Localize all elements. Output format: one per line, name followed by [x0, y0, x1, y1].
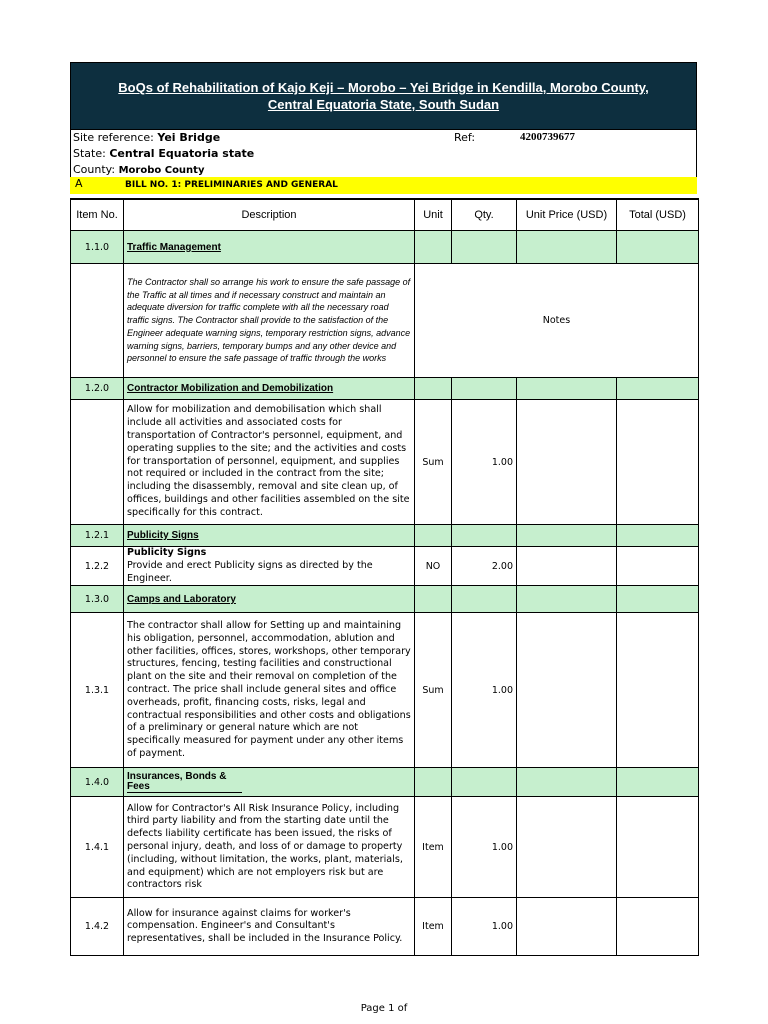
document-title-banner [70, 62, 697, 130]
item-unit: NO [415, 547, 452, 586]
table-row [71, 378, 699, 400]
item-description: Allow for insurance against claims for worker's compensation. Engineer's and Consultant's representatives, shall be included in the Insurance Policy. [124, 898, 415, 956]
item-unit: Sum [415, 400, 452, 525]
item-qty: 1.00 [452, 898, 517, 956]
section-title: Traffic Management [124, 231, 415, 264]
info-border-left [70, 130, 71, 177]
boq-table [70, 198, 699, 956]
state-value: Central Equatoria state [109, 147, 255, 160]
item-number: 1.4.0 [71, 768, 124, 797]
item-unit: Item [415, 797, 452, 898]
header-unit: Unit [415, 199, 452, 231]
bill-header-bar [70, 177, 697, 194]
item-qty: 1.00 [452, 400, 517, 525]
item-number: 1.1.0 [71, 231, 124, 264]
table-row [71, 768, 699, 797]
table-row [71, 231, 699, 264]
table-row [71, 797, 699, 898]
item-description: The Contractor shall so arrange his work to ensure the safe passage of the Traffic at all times and if necessary construct and maintain an adequate diversion for traffic complete with all the necessary road traffic signs. The Contractor shall provide to the satisfaction of the Engineer adequate warning signs, temporary restriction signs, advance warning signs, barriers, temporary bumps and any other device and personnel to ensure the safe passage of traffic through the works [124, 264, 415, 378]
item-subheading: Publicity Signs [127, 547, 207, 558]
item-description: Allow for Contractor's All Risk Insurance Policy, including third party liability and from the starting date until the defects liability certificate has been issued, the risks of personal injury, death, and loss of or damage to property (including, without limitation, the works, plant, materials, and equipment) which are not employers risk but are contractors risk [124, 797, 415, 898]
notes-cell: Notes [415, 264, 699, 378]
section-title: Publicity Signs [124, 525, 415, 547]
item-number: 1.4.2 [71, 898, 124, 956]
section-title: Contractor Mobilization and Demobilization [124, 378, 415, 400]
site-reference-value: Yei Bridge [157, 131, 221, 144]
item-unit: Item [415, 898, 452, 956]
state-label: State: [73, 147, 106, 160]
item-qty: 2.00 [452, 547, 517, 586]
table-row [71, 400, 699, 525]
item-qty: 1.00 [452, 797, 517, 898]
table-header-row [71, 199, 699, 231]
county-label: County: [73, 163, 116, 176]
ref-value: 4200739677 [520, 131, 575, 143]
header-qty: Qty. [452, 199, 517, 231]
item-number: 1.3.1 [71, 613, 124, 768]
item-qty: 1.00 [452, 613, 517, 768]
header-description: Description [124, 199, 415, 231]
item-number: 1.2.2 [71, 547, 124, 586]
item-number: 1.2.0 [71, 378, 124, 400]
header-item-no: Item No. [71, 199, 124, 231]
table-row [71, 898, 699, 956]
table-row [71, 586, 699, 613]
table-row [71, 547, 699, 586]
bill-letter: A [75, 177, 83, 190]
header-unit-price: Unit Price (USD) [517, 199, 617, 231]
bill-title: BILL NO. 1: PRELIMINARIES AND GENERAL [125, 180, 338, 190]
document-title: BoQs of Rehabilitation of Kajo Keji – Morobo – Yei Bridge in Kendilla, Morobo County, Central Equatoria State, South Sudan [118, 80, 649, 112]
item-description: Provide and erect Publicity signs as directed by the Engineer. [127, 559, 373, 584]
section-title: Insurances, Bonds & Fees [127, 772, 242, 793]
item-number: 1.3.0 [71, 586, 124, 613]
item-number: 1.2.1 [71, 525, 124, 547]
table-row [71, 613, 699, 768]
item-unit: Sum [415, 613, 452, 768]
item-description: The contractor shall allow for Setting up and maintaining his obligation, personnel, accommodation, ablution and other facilities, offices, stores, workshops, other temporary structures, fencing, testing facilities and constructional plant on the site and their removal on completion of the contract. The price shall include general sites and office overheads, profit, financing costs, risks, legal and contractual responsibilities and other costs and obligations of a preliminary or general nature which are not specifically measured for payment under any other items of payment. [124, 613, 415, 768]
item-description: Allow for mobilization and demobilisation which shall include all activities and associated costs for transportation of Contractor's personnel, equipment, and operating supplies to the site; and the activities and costs for transportation of personnel, equipment, and supplies not required or included in the contract from the site; including the disassembly, removal and site clean up, of offices, buildings and other facilities assembled on the site specifically for this contract. [124, 400, 415, 525]
ref-label: Ref: [454, 131, 476, 144]
header-total: Total (USD) [617, 199, 699, 231]
section-title: Camps and Laboratory [124, 586, 415, 613]
site-reference-label: Site reference: [73, 131, 154, 144]
info-border-right [696, 130, 697, 177]
page-footer: Page 1 of [360, 1003, 408, 1014]
county-value: Morobo County [118, 165, 205, 176]
table-row [71, 264, 699, 378]
item-number: 1.4.1 [71, 797, 124, 898]
table-row [71, 525, 699, 547]
